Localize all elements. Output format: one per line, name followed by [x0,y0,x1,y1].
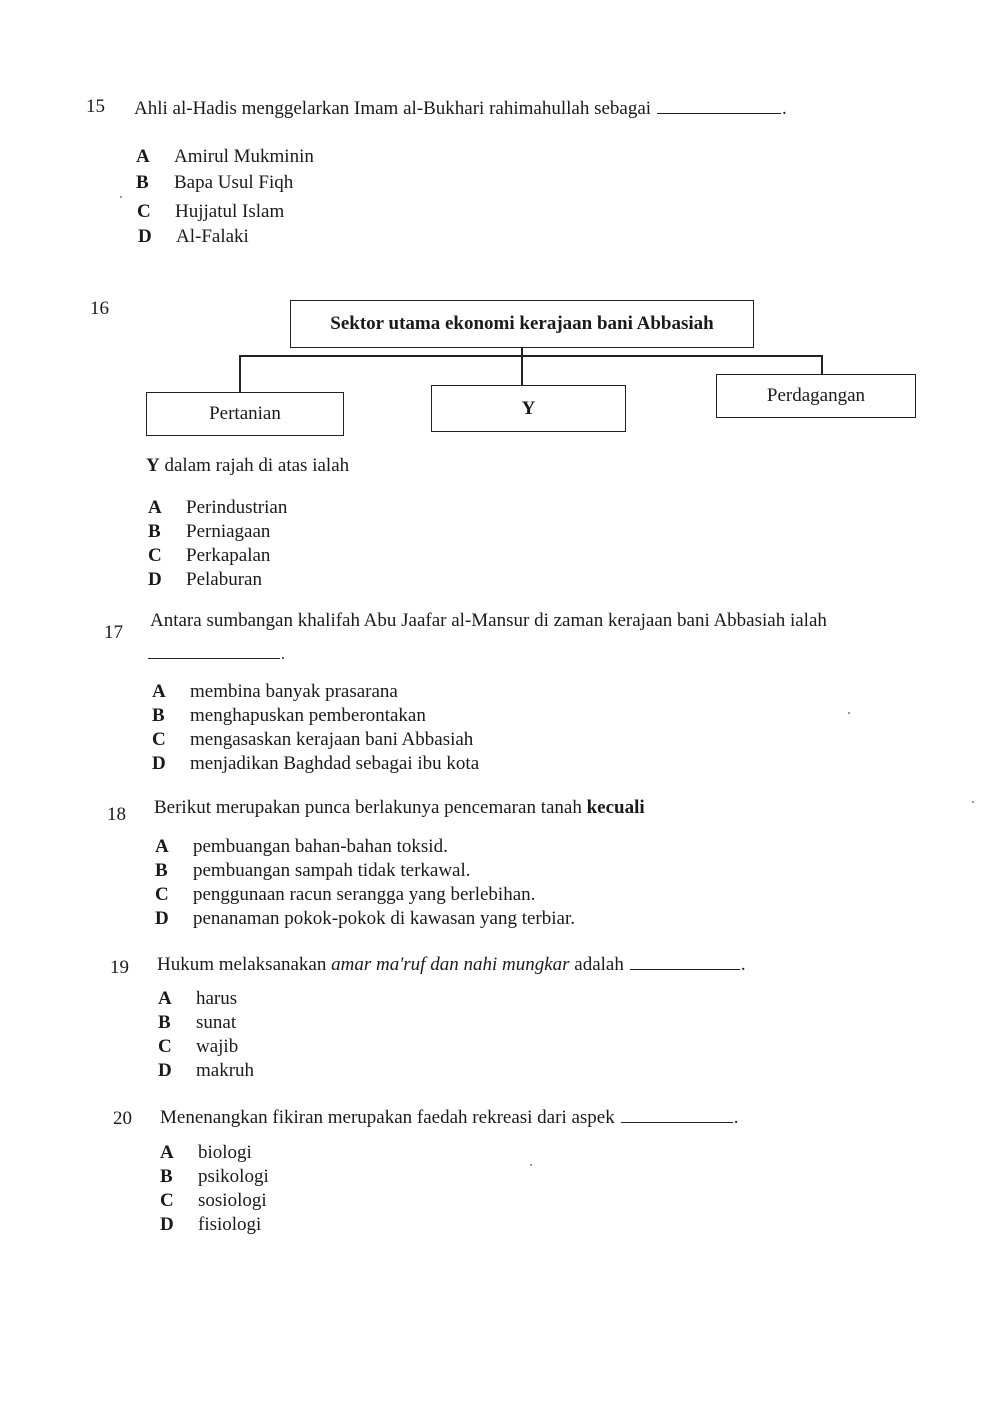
option-d[interactable]: D makruh [158,1060,255,1081]
option-b[interactable]: B menghapuskan pemberontakan [152,705,426,726]
option-d[interactable]: D fisiologi [160,1214,262,1235]
option-b[interactable]: B sunat [158,1012,237,1033]
answer-blank [657,99,781,114]
option-c[interactable]: C wajib [158,1036,239,1057]
option-b[interactable]: B Perniagaan [148,521,271,542]
question-text: Hukum melaksanakan amar ma'ruf dan nahi mungkar adalah . [157,954,746,975]
option-c[interactable]: C penggunaan racun serangga yang berlebihan. [155,884,536,905]
option-d[interactable]: D penanaman pokok-pokok di kawasan yang terbiar. [155,908,575,929]
option-a[interactable]: A biologi [160,1142,252,1163]
italic-term: amar ma'ruf dan nahi mungkar [331,954,570,975]
scan-speck [848,712,850,714]
connector-line [821,355,823,375]
question-text: Y dalam rajah di atas ialah [146,455,350,476]
option-b[interactable]: B pembuangan sampah tidak terkawal. [155,860,471,881]
question-text: Menenangkan fikiran merupakan faedah rekreasi dari aspek . [160,1107,739,1128]
option-a[interactable]: A Amirul Mukminin [136,146,314,167]
option-c[interactable]: C Perkapalan [148,545,271,566]
question-number: 15 [86,96,105,117]
diagram-left-box: Pertanian [146,392,344,436]
answer-blank [630,955,740,970]
option-a[interactable]: A membina banyak prasarana [152,681,398,702]
scan-speck [120,196,122,198]
question-number: 16 [90,298,109,319]
question-stem: Antara sumbangan khalifah Abu Jaafar al-Mansur di zaman kerajaan bani Abbasiah ialah [150,610,827,631]
option-d[interactable]: D Pelaburan [148,569,262,590]
question-text: Berikut merupakan punca berlakunya pencemaran tanah kecuali [154,797,645,818]
question-text: Ahli al-Hadis menggelarkan Imam al-Bukhari rahimahullah sebagai . [134,98,787,119]
option-a[interactable]: A pembuangan bahan-bahan toksid. [155,836,448,857]
diagram-right-box: Perdagangan [716,374,916,418]
answer-blank [621,1108,733,1123]
emphasis-word: kecuali [586,797,645,818]
diagram-top-box: Sektor utama ekonomi kerajaan bani Abbasiah [290,300,754,348]
question-number: 19 [110,957,129,978]
option-d[interactable]: D Al-Falaki [138,226,249,247]
scan-speck [972,801,974,803]
connector-line [239,355,241,393]
option-a[interactable]: A Perindustrian [148,497,288,518]
scan-speck [530,1164,532,1166]
option-b[interactable]: B Bapa Usul Fiqh [136,172,294,193]
option-d[interactable]: D menjadikan Baghdad sebagai ibu kota [152,753,480,774]
answer-blank: . [148,644,288,660]
option-a[interactable]: A harus [158,988,238,1009]
option-c[interactable]: C Hujjatul Islam [137,201,285,222]
question-number: 18 [107,804,126,825]
option-b[interactable]: B psikologi [160,1166,269,1187]
question-stem: Ahli al-Hadis menggelarkan Imam al-Bukhari rahimahullah sebagai [134,98,652,119]
connector-line [521,347,523,385]
connector-line [239,355,822,357]
question-number: 17 [104,622,123,643]
question-number: 20 [113,1108,132,1129]
diagram-middle-box: Y [431,385,626,432]
option-c[interactable]: C sosiologi [160,1190,267,1211]
option-c[interactable]: C mengasaskan kerajaan bani Abbasiah [152,729,474,750]
